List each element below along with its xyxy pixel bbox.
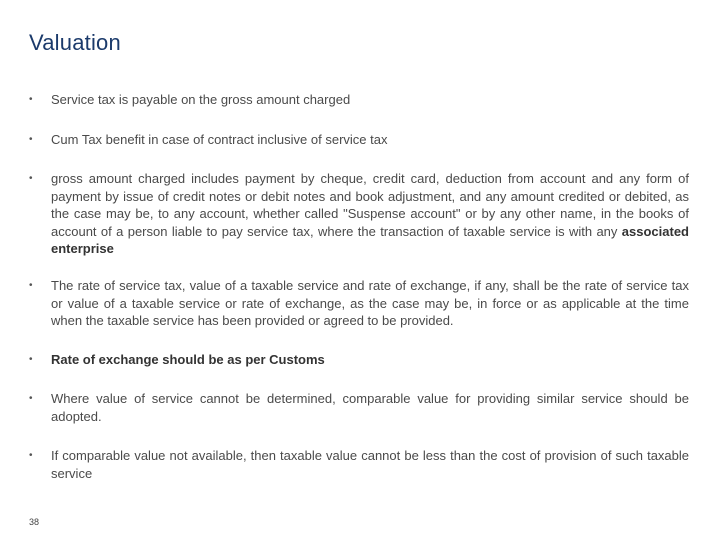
bullet-marker: • bbox=[29, 173, 33, 184]
bullet-marker: • bbox=[29, 393, 33, 404]
bullet-item bbox=[29, 351, 689, 369]
bullet-item bbox=[29, 277, 689, 330]
bullet-marker: • bbox=[29, 280, 33, 291]
bullet-marker: • bbox=[29, 94, 33, 105]
bullet-item bbox=[29, 91, 689, 109]
bullet-item bbox=[29, 390, 689, 425]
bullet-marker: • bbox=[29, 354, 33, 365]
bullet-text: Service tax is payable on the gross amount charged bbox=[51, 92, 351, 107]
bullet-text: gross amount charged includes payment by cheque, credit card, deduction from account and any form of payment by issue of credit notes or debit notes and book adjustment, and any amount credited or debited, as the case may be, to any account, whether called "Suspense account" or by any other name, in the books of account of a person liable to pay service tax, where the transaction of taxable service is with any bbox=[51, 171, 689, 239]
bullet-marker: • bbox=[29, 134, 33, 145]
bullet-marker: • bbox=[29, 450, 33, 461]
page-number: 38 bbox=[29, 517, 40, 527]
bullet-text-block bbox=[51, 170, 689, 258]
bullet-text: Rate of exchange should be as per Customs bbox=[51, 352, 325, 367]
bullet-strong-text: associated enterprise bbox=[51, 223, 689, 256]
bullet-text: The rate of service tax, value of a taxable service and rate of exchange, if any, shall be the rate of service tax or value of a taxable service or rate of exchange, as the case may be, in force or as applicable at the time when the taxable service has been provided or agreed to be provided. bbox=[51, 278, 689, 328]
bullet-item bbox=[29, 170, 689, 258]
bullet-item bbox=[29, 131, 689, 149]
bullet-text: If comparable value not available, then taxable value cannot be less than the cost of provision of such taxable service bbox=[51, 448, 689, 481]
slide-title: Valuation bbox=[29, 30, 121, 55]
bullet-text: Where value of service cannot be determined, comparable value for providing similar service should be adopted. bbox=[51, 391, 689, 424]
bullet-text: Cum Tax benefit in case of contract inclusive of service tax bbox=[51, 132, 388, 147]
bullet-item bbox=[29, 447, 689, 482]
